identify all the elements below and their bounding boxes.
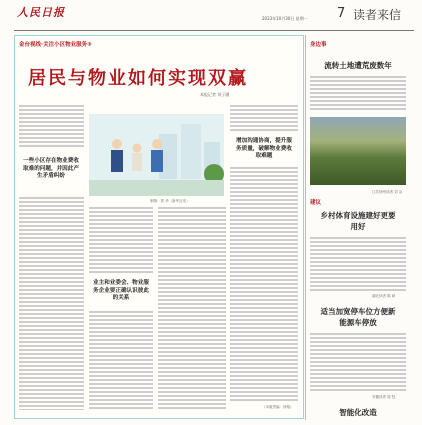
farmland-photo [310,117,406,185]
page-number: 7 [337,6,346,21]
body-text-block [310,332,406,392]
body-text-block [89,206,153,274]
sidebar-tag-news: 身边事 [310,42,327,48]
editor-note: （本版责编：徐翔） [262,405,294,409]
body-text-block [19,196,84,410]
masthead-divider [14,30,414,31]
body-text-block [230,104,298,132]
pullquote-right: 增加沟通协商，提升服务质量，破解物业费收取难题 [236,138,292,159]
sidebar-story3-title: 适当加宽停车位方便新能源车停放 [320,307,396,327]
body-text-block [230,166,298,402]
illustration-graphic [89,114,224,196]
article-kicker: 金台视线·关注小区物业服务③ [19,42,92,48]
masthead [0,0,422,32]
sidebar-tag-suggestion: 建议 [310,200,322,206]
sidebar-story2-title: 乡村体育设施建好更要用好 [320,211,396,231]
newspaper-logo: 人民日报 [17,6,65,19]
section-title: 读者来信 [353,8,402,22]
sidebar-story1-byline: 江苏徐州读者 刘 洁 [372,190,403,194]
body-text-block [158,206,226,410]
dateline: 2023年10月30日 星期一 [262,16,308,21]
body-text-block [19,104,84,149]
sidebar-story4-title: 智能化改造 [339,408,377,417]
column-divider [305,35,306,420]
article-headline: 居民与物业如何实现双赢 [28,68,248,89]
article-byline: 本报记者 刘子涵 [200,92,230,97]
illustration [89,114,224,196]
body-text-block [310,236,406,292]
sidebar-story2-byline: 湖北读者 陈 硕 [372,294,396,298]
pullquote-bottom: 业主和业委会、物业服务企业要正确认识彼此的关系 [93,280,149,301]
illustration-caption: 制图：蔡 华（新华社发） [150,199,190,203]
body-text-block [310,75,406,111]
sidebar-story1-title: 流转土地遭荒废数年 [324,61,392,70]
sidebar-story3-byline: 安徽读者 周 钰 [372,395,396,399]
pullquote-left: 一些小区存在物业费收取难的问题，并因此产生矛盾纠纷 [23,158,79,179]
body-text-block [89,310,153,410]
